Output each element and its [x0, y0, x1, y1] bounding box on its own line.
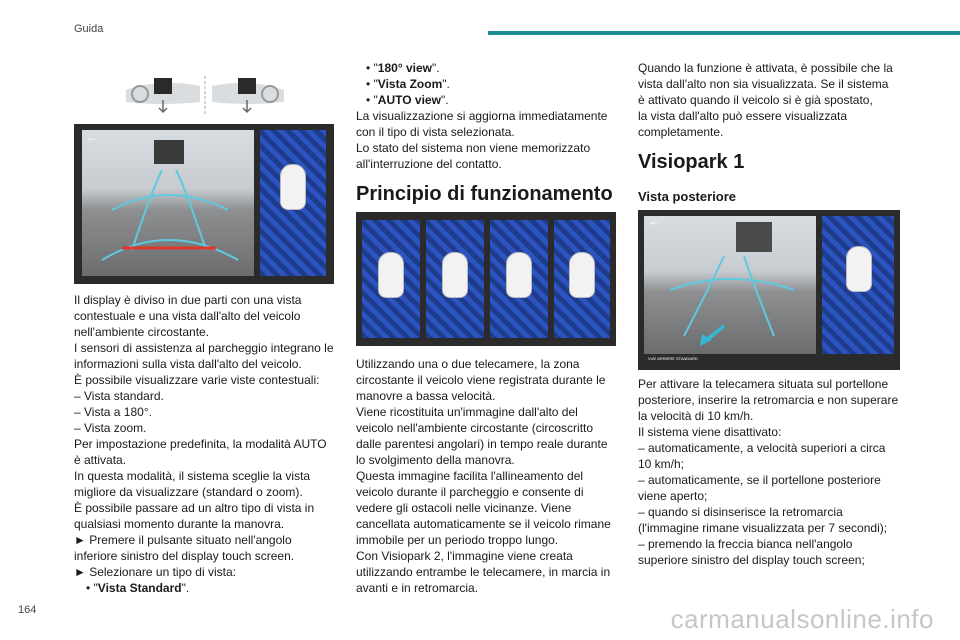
column-2-bottom-text: Utilizzando una o due telecamere, la zona circostante il veicolo viene registrata durante le manovre a bassa velocità. Viene ricostituita un'immagine dall'alto del veicolo nell'ambiente circostante (circoscritto dalle parentesi angolari) in tempo reale durante lo svolgimento della manovra. Questa immagine facilita l'allineamento del veicolo durante il parcheggio e consente di vedere gli ostacoli nelle vicinanze. Viene cancellata automaticamente se il veicolo rimane immobile per un periodo troppo lungo. Con Visiopark 2, l'immagine viene creata utilizzando entrambe le telecamere, in marcia in avanti e in retromarcia. — [356, 357, 611, 595]
back-arrow-icon: ← — [648, 214, 660, 228]
back-arrow-icon: ← — [86, 130, 98, 144]
bullet-vista-standard: • "Vista Standard". — [86, 581, 190, 595]
reverse-guide-lines-2 — [644, 216, 816, 354]
header-accent-bar — [488, 31, 960, 35]
column-1-text: Il display è diviso in due parti con una vista contestuale e una vista dall'alto del veicolo nell'ambiente circostante. I sensori di assistenza al parcheggio integrano le informazioni sulla vista dall'alto del veicolo. È possibile visualizzare varie viste contestuali: – Vista standard. – Vista a 180°. – Vista zoom. Per impostazione predefinita, la modalità AUTO è attivata. In questa modalità, il sistema sceglie la vista migliore da visualizzare (standard o zoom). È possibile passare ad un altro tipo di vista in qualsiasi momento durante la manovra. ► Premere il pulsante situato nell'angolo inferiore sinistro del display touch screen. ► Selezionare un tipo di vista: • "Vista Standard". — [74, 292, 344, 596]
dashboard-mirror-illustration — [120, 72, 290, 122]
operating-principle-image — [356, 212, 616, 346]
car-top-view — [280, 164, 306, 210]
page-number: 164 — [18, 604, 37, 616]
car-top-view — [846, 246, 872, 292]
camera-display-image-2 — [638, 210, 900, 370]
view-mode-label: VUE ARRIERE STANDARD — [648, 356, 698, 361]
column-3-top-text: Quando la funzione è attivata, è possibile che la vista dall'alto non sia visualizzata. Se il sistema è attivato quando il veicolo si è già spostato, la vista dall'alto può essere visualizzata completamente. — [638, 61, 893, 139]
camera-display-image-1 — [74, 124, 334, 284]
heading-visiopark-1: Visiopark 1 — [638, 151, 745, 173]
heading-principio: Principio di funzionamento — [356, 183, 613, 205]
subheading-vista-posteriore: Vista posteriore — [638, 189, 737, 204]
column-3-bottom-text: Per attivare la telecamera situata sul portellone posteriore, inserire la retromarcia e non superare la velocità di 10 km/h. Il sistema viene disattivato: – automaticamente, a velocità superiori a circa 10 km/h; – automaticamente, se il portellone posteriore viene aperto; – quando si disinserisce la retromarcia (l'immagine rimane visualizzata per 7 secondi); – premendo la freccia bianca nell'angolo superiore sinistro del display touch screen; — [638, 377, 899, 567]
reverse-guide-lines — [82, 130, 254, 276]
watermark: carmanualsonline.info — [670, 604, 934, 634]
column-2-top-text: • "180° view". • "Vista Zoom". • "AUTO view". La visualizzazione si aggiorna immediatamente con il tipo di vista selezionata. Lo stato del sistema non viene memorizzato all'interruzione del contatto. — [356, 61, 608, 171]
section-title: Guida — [74, 23, 104, 35]
